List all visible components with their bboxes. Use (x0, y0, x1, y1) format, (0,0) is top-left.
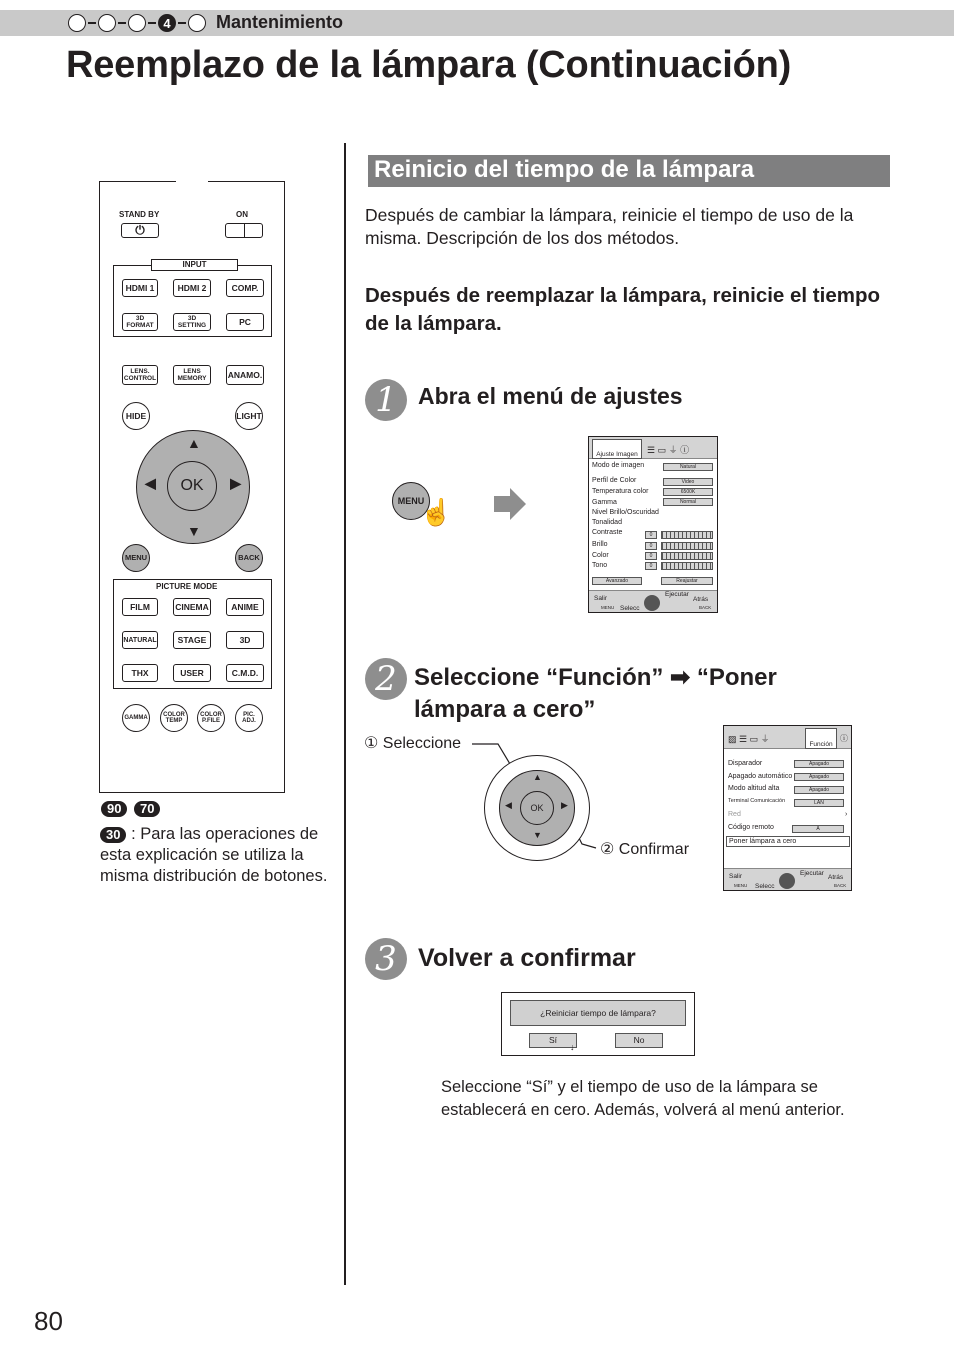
right-arrow-icon[interactable]: ▶ (230, 475, 241, 491)
step-number: 3 (365, 938, 407, 980)
step-number: 1 (365, 379, 407, 421)
hdmi1-button[interactable]: HDMI 1 (122, 279, 158, 297)
chapter-progress (68, 14, 206, 32)
chapter-circle (68, 14, 86, 32)
anamo-button[interactable]: ANAMO. (226, 365, 264, 385)
natural-button[interactable]: NATURAL (122, 631, 158, 649)
chevron-right-icon: › (845, 811, 848, 818)
chapter-circle (188, 14, 206, 32)
osd-row-value: 6500K (663, 488, 713, 496)
down-arrow-icon[interactable]: ▼ (187, 523, 201, 539)
page-title: Reemplazo de la lámpara (Continuación) (66, 44, 792, 86)
osd-row-value: A (792, 825, 844, 833)
ok-button[interactable]: OK (167, 461, 217, 511)
osd-dpad-icon (644, 595, 660, 611)
osd-tab-icons: ▨ ☰ ▭ ⏚ (728, 734, 770, 744)
model-badge: 30 (100, 827, 126, 843)
pointing-hand-icon: ☝ (420, 497, 453, 527)
hide-button[interactable]: HIDE (122, 402, 150, 430)
osd-reset-button[interactable]: Reajustar (661, 577, 713, 585)
osd-dpad-icon (779, 873, 795, 889)
osd-row-value: 0 (645, 562, 657, 570)
input-label: INPUT (151, 259, 238, 271)
yes-button[interactable]: Sí (529, 1033, 577, 1048)
thx-button[interactable]: THX (122, 664, 158, 682)
cinema-button[interactable]: CINEMA (173, 598, 211, 616)
column-divider (344, 143, 346, 1285)
osd-row-label: Gamma (592, 499, 617, 506)
info-icon: ⓘ (840, 734, 848, 743)
osd-row-label: Contraste (592, 529, 623, 536)
osd-row-value: Normal (663, 498, 713, 506)
osd-row-value: Apagado (794, 773, 844, 781)
osd-row-label: Perfil de Color (592, 477, 637, 484)
osd-footer: Salir MENU Selecc Ejecutar Atrás BACK (589, 590, 717, 612)
osd-row-value: Video (663, 478, 713, 486)
osd-slider (661, 552, 713, 560)
osd-row-value: 0 (645, 552, 657, 560)
lens-memory-button[interactable]: LENS MEMORY (173, 365, 211, 385)
osd-row-label: Apagado automático (728, 773, 793, 780)
osd-row-value: Natural (663, 463, 713, 471)
arrow-right-icon (492, 486, 528, 522)
right-arrow-icon: ▶ (561, 800, 568, 810)
step-number: 2 (365, 658, 407, 700)
gamma-button[interactable]: GAMMA (122, 704, 150, 732)
osd-row-value: Apagado (794, 760, 844, 768)
ok-button[interactable]: OK (520, 791, 554, 825)
page-number: 80 (34, 1306, 63, 1336)
osd-tab-active[interactable]: Función (805, 728, 837, 749)
osd-row-value: Apagado (794, 786, 844, 794)
osd-slider (661, 562, 713, 570)
anime-button[interactable]: ANIME (226, 598, 264, 616)
osd-row-value: 0 (645, 542, 657, 550)
osd-advanced-button[interactable]: Avanzado (592, 577, 642, 585)
model-note-text: : Para las operaciones de esta explicación se utiliza la misma distribución de botones. (100, 825, 328, 885)
chapter-circle (128, 14, 146, 32)
3d-button[interactable]: 3D (226, 631, 264, 649)
up-arrow-icon[interactable]: ▲ (187, 435, 201, 451)
step-title: Seleccione “Función” ➡ “Poner lámpara a cero” (414, 664, 777, 723)
stage-button[interactable]: STAGE (173, 631, 211, 649)
osd-row-label: Modo altitud alta (728, 785, 780, 792)
hdmi2-button[interactable]: HDMI 2 (173, 279, 211, 297)
picture-mode-label: PICTURE MODE (156, 582, 218, 591)
step-title: Abra el menú de ajustes (418, 383, 683, 409)
model-badge: 70 (134, 801, 160, 817)
film-button[interactable]: FILM (122, 598, 158, 616)
osd-row-label: Temperatura color (592, 488, 649, 495)
on-label: ON (236, 210, 248, 219)
menu-button[interactable]: MENU (122, 544, 150, 572)
osd-tab-icons: ☰ ▭ ⏚ ⓘ (647, 445, 690, 455)
osd-row-label: Tonalidad (592, 519, 622, 526)
osd-slider (661, 542, 713, 550)
format3d-button[interactable]: 3D FORMAT (122, 313, 158, 331)
osd-row-label: Disparador (728, 760, 763, 767)
dialog-question: ¿Reiniciar tiempo de lámpara? (510, 1000, 686, 1026)
comp-button[interactable]: COMP. (226, 279, 264, 297)
pic-adj-button[interactable]: PIC. ADJ. (235, 704, 263, 732)
callout-confirm: ② Confirmar (600, 841, 690, 858)
osd-row-label: Tono (592, 562, 608, 569)
osd-row-label: Modo de imagen (592, 462, 645, 469)
osd-row-selected[interactable]: Poner lámpara a cero (726, 836, 850, 847)
user-button[interactable]: USER (173, 664, 211, 682)
menu-button[interactable]: MENU (392, 482, 430, 520)
setting3d-button[interactable]: 3D SETTING (173, 313, 211, 331)
up-arrow-icon: ▲ (533, 772, 542, 782)
step-title: Volver a confirmar (418, 944, 636, 972)
left-arrow-icon[interactable]: ◀ (145, 475, 156, 491)
color-pfile-button[interactable]: COLOR P.FILE (197, 704, 225, 732)
osd-picture-menu (588, 436, 718, 613)
osd-row-value: LAN (794, 799, 844, 807)
osd-slider (661, 531, 713, 539)
chapter-circle (98, 14, 116, 32)
osd-row-label: Color (592, 552, 609, 559)
chapter-circle-current: 4 (158, 14, 176, 32)
remote-control (99, 181, 285, 793)
osd-row-label: Red (728, 811, 741, 818)
osd-row-label: Brillo (592, 541, 608, 548)
osd-tab-active[interactable]: Ajuste Imagen (592, 439, 642, 459)
bold-heading: Después de reemplazar la lámpara, reinicie el tiempo de la lámpara. (365, 284, 881, 335)
osd-row-label: Nivel Brillo/Oscuridad (592, 509, 659, 516)
left-arrow-icon: ◀ (505, 800, 512, 810)
model-badge: 90 (101, 801, 127, 817)
osd-footer: Salir MENU Selecc Ejecutar Atrás BACK (724, 868, 851, 890)
pc-button[interactable]: PC (226, 313, 264, 331)
section-label: Mantenimiento (216, 12, 344, 32)
dpad-diagram (484, 755, 590, 861)
osd-row-value: 0 (645, 531, 657, 539)
model-note (100, 824, 340, 887)
bottom-text: Seleccione “Sí” y el tiempo de uso de la lámpara se establecerá en cero. Además, volverá al menú anterior. (441, 1078, 845, 1119)
standby-label: STAND BY (119, 210, 160, 219)
standby-button[interactable]: ⏻ (121, 223, 159, 238)
osd-function-menu (723, 725, 852, 891)
back-button[interactable]: BACK (235, 544, 263, 572)
callout-select: ① Seleccione (364, 735, 462, 752)
confirm-dialog (501, 992, 695, 1056)
lens-control-button[interactable]: LENS. CONTROL (122, 365, 158, 385)
osd-row-label: Código remoto (728, 824, 774, 831)
light-button[interactable]: LIGHT (235, 402, 263, 430)
down-arrow-icon: ▼ (533, 830, 542, 840)
on-button[interactable] (225, 223, 263, 238)
sub-banner: Reinicio del tiempo de la lámpara (368, 155, 890, 187)
color-temp-button[interactable]: COLOR TEMP (160, 704, 188, 732)
no-button[interactable]: No (615, 1033, 663, 1048)
osd-row-label: Terminal Comunicación (728, 798, 786, 804)
cmd-button[interactable]: C.M.D. (226, 664, 264, 682)
cursor-icon: ↓ (570, 1042, 575, 1052)
intro-text: Después de cambiar la lámpara, reinicie el tiempo de uso de la misma. Descripción de los dos métodos. (365, 205, 854, 248)
